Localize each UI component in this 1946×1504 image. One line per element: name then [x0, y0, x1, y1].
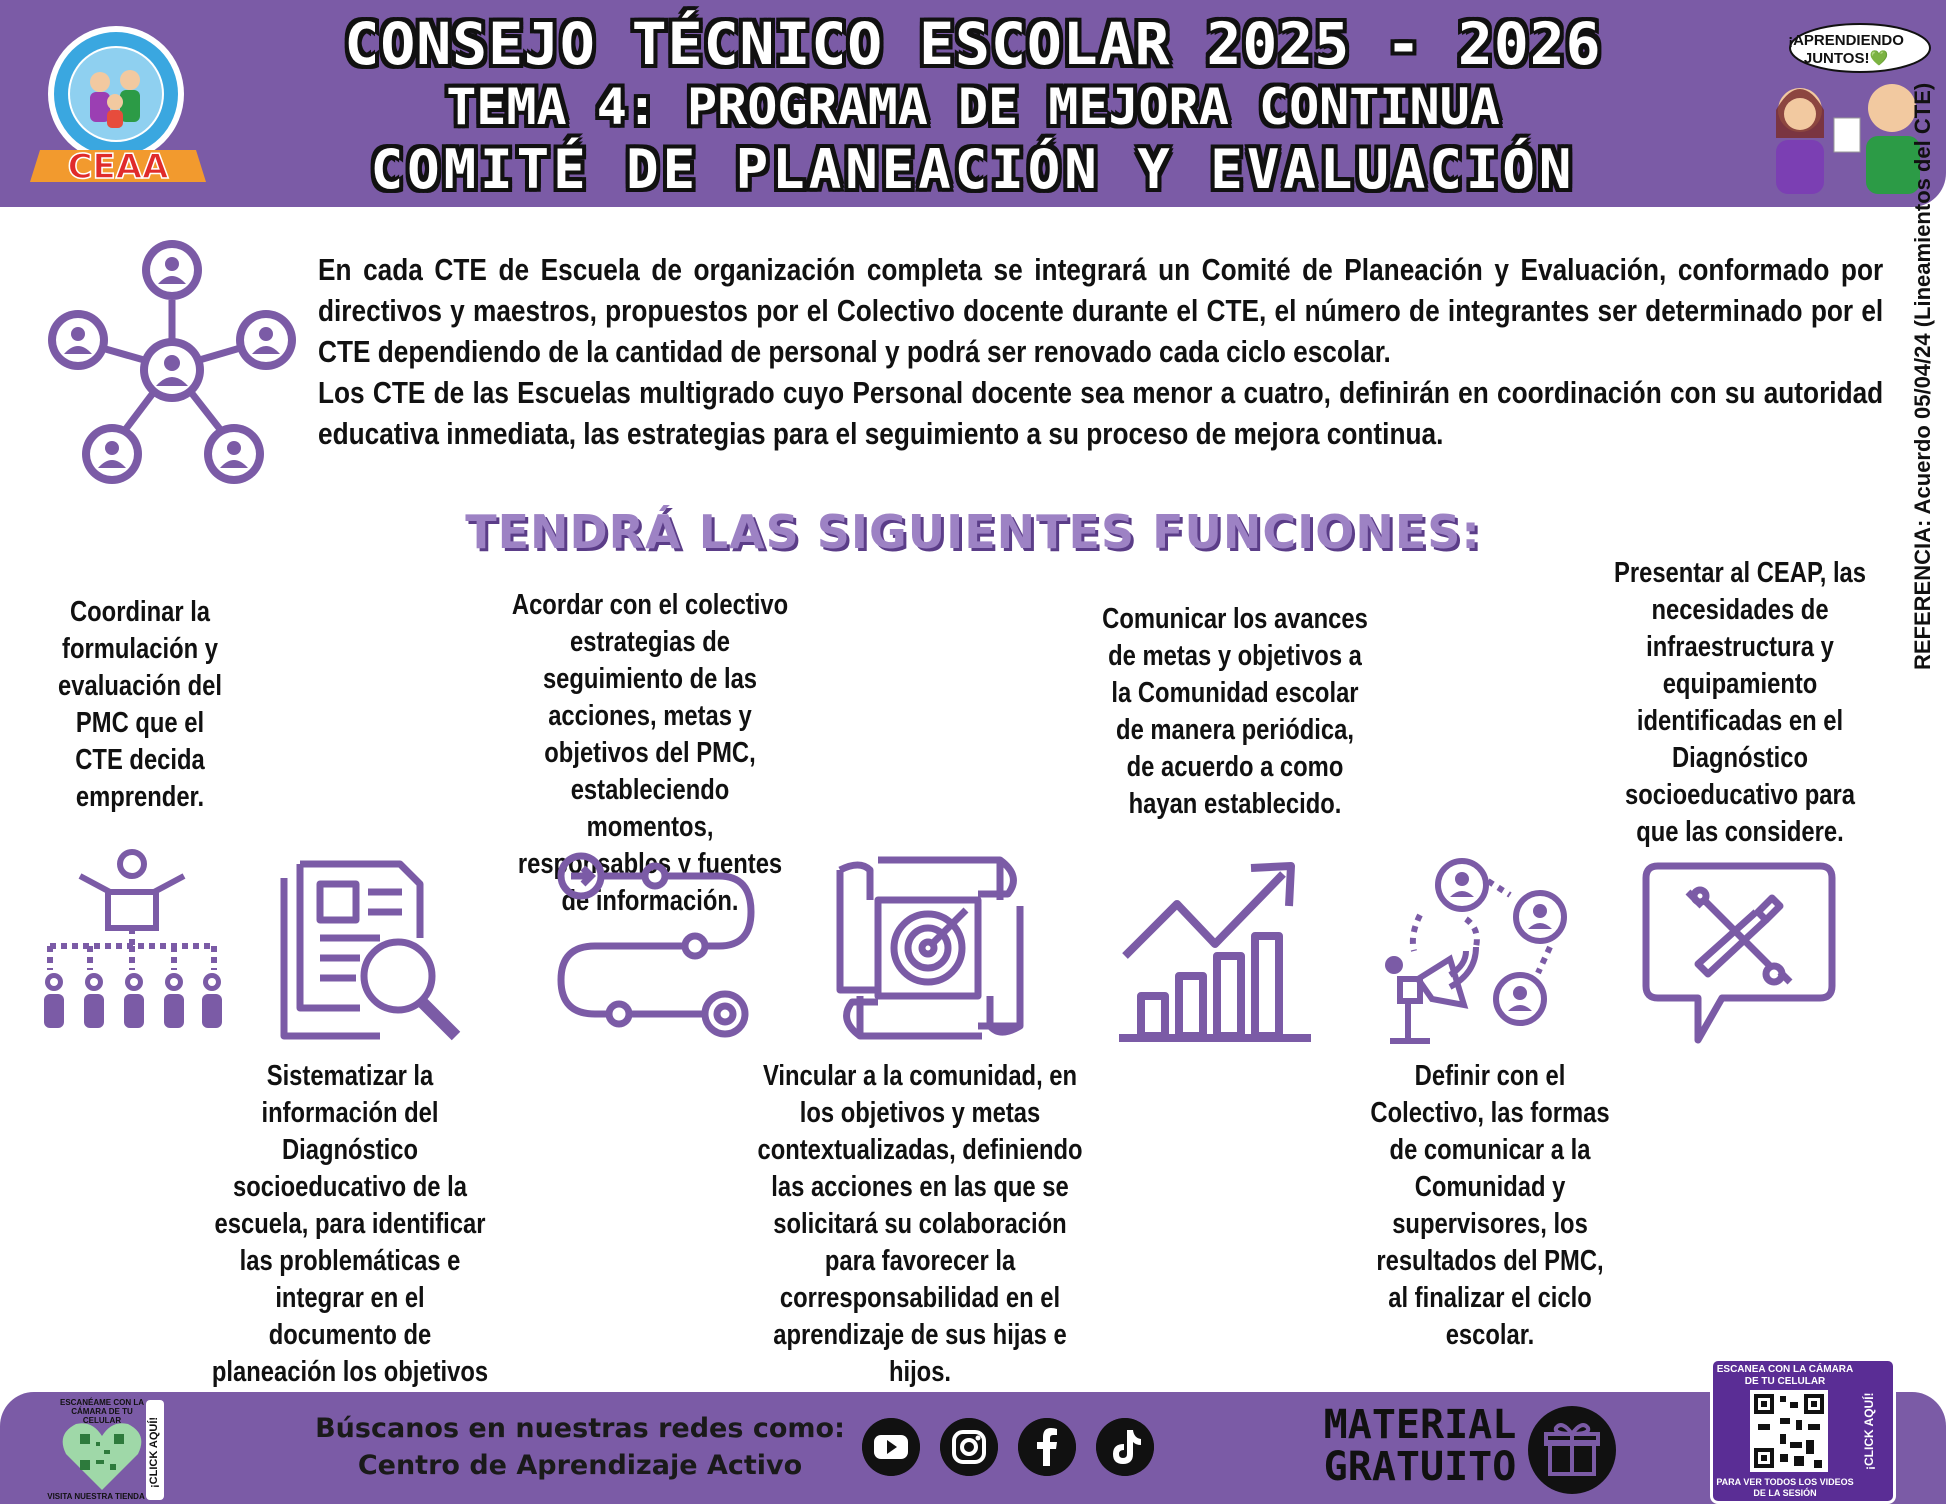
organization-icon: [40, 848, 225, 1033]
tiktok-icon[interactable]: [1096, 1418, 1154, 1476]
function-3-text: Acordar con el colectivo estrategias de seguimiento de las acciones, metas y objetivos del PMC, estableciendo momentos, responsables y fuentes de información.: [511, 589, 789, 917]
growth-chart-icon: [1115, 860, 1315, 1045]
facebook-icon[interactable]: [1018, 1418, 1076, 1476]
title-line-1: CONSEJO TÉCNICO ESCOLAR 2025 - 2026: [344, 10, 1602, 78]
function-2-text: Sistematizar la información del Diagnóstico socioeducativo de la escuela, para identificar las problemáticas e integrar en el documento de planeación los objetivos: [211, 1060, 489, 1388]
document-search-icon: [280, 858, 465, 1043]
reference-note: REFERENCIA: Acuerdo 05/04/24 (Lineamientos del CTE): [1910, 82, 1935, 670]
function-1-text: Coordinar la formulación y evaluación del PMC que el CTE decida emprender.: [58, 596, 222, 813]
title-line-3: COMITÉ DE PLANEACIÓN Y EVALUACIÓN: [370, 138, 1576, 201]
store-qr-code[interactable]: [62, 1420, 142, 1492]
instagram-icon[interactable]: [940, 1418, 998, 1476]
intro-text: [318, 250, 1883, 455]
network-people-icon: [40, 232, 305, 497]
speech-bubble-text: ¡APRENDIENDO JUNTOS!💚: [1788, 32, 1904, 67]
tools-icon: [1642, 862, 1837, 1047]
function-6-text: Definir con el Colectivo, las formas de comunicar a la Comunidad y supervisores, los resultados del PMC, al finalizar el ciclo escolar.: [1370, 1060, 1610, 1351]
logo-text: CEAA: [67, 147, 169, 187]
teamwork-target-icon: [830, 850, 1030, 1045]
left-qr-bottom-label: VISITA NUESTRA TIENDA: [47, 1492, 145, 1501]
footer-search-line-2: Centro de Aprendizaje Activo: [357, 1450, 803, 1481]
title-line-2: TEMA 4: PROGRAMA DE MEJORA CONTINUA: [446, 78, 1500, 136]
right-qr-top-label: ESCANEA CON LA CÁMARA DE TU CELULAR: [1716, 1364, 1854, 1387]
intro-paragraph-1: En cada CTE de Escuela de organización completa se integrará un Comité de Planeación y Evaluación, conformado por directivos y maestros, propuestos por el Colectivo docente durante el CTE, el número de integrantes ser determinado por el CTE dependiendo de la cantidad de personal y podrá ser renovado cada ciclo escolar.: [318, 253, 1884, 369]
right-qr-click-tab[interactable]: ¡CLICK AQUÍ!: [1862, 1392, 1876, 1470]
youtube-icon[interactable]: [862, 1418, 920, 1476]
functions-subtitle: TENDRÁ LAS SIGUIENTES FUNCIONES:: [465, 505, 1481, 559]
session-qr-code[interactable]: [1750, 1390, 1828, 1472]
right-qr-bottom-label: PARA VER TODOS LOS VIDEOS DE LA SESIÓN: [1716, 1477, 1854, 1498]
left-qr-top-label: ESCANÉAME CON LA CÁMARA DE TU CELULAR: [59, 1398, 144, 1425]
function-4-text: Vincular a la comunidad, en los objetivos y metas contextualizadas, definiendo las acciones en las que se solicitará su colaboración para favorecer la corresponsabilidad en el aprendizaje de sus hijas e hijos.: [757, 1060, 1083, 1388]
function-5-text: Comunicar los avances de metas y objetivos a la Comunidad escolar de manera periódica, de acuerdo a como hayan establecido.: [1102, 603, 1368, 820]
left-qr-click-tab[interactable]: ¡CLICK AQUÍ!: [146, 1400, 164, 1500]
free-material-label: MATERIAL GRATUITO: [1323, 1402, 1517, 1490]
megaphone-community-icon: [1380, 855, 1570, 1045]
roadmap-icon: [555, 850, 755, 1040]
intro-paragraph-2: Los CTE de las Escuelas multigrado cuyo Personal docente sea menor a cuatro, definirán en coordinación con su autoridad educativa inmediata, las estrategias para el seguimiento a su proceso de mejora continua.: [318, 376, 1884, 451]
function-7-text: Presentar al CEAP, las necesidades de infraestructura y equipamiento identificadas en el Diagnóstico socioeducativo para que las considere.: [1613, 557, 1867, 848]
footer-search-line-1: Búscanos en nuestras redes como:: [315, 1413, 845, 1444]
gift-icon[interactable]: [1528, 1406, 1616, 1494]
